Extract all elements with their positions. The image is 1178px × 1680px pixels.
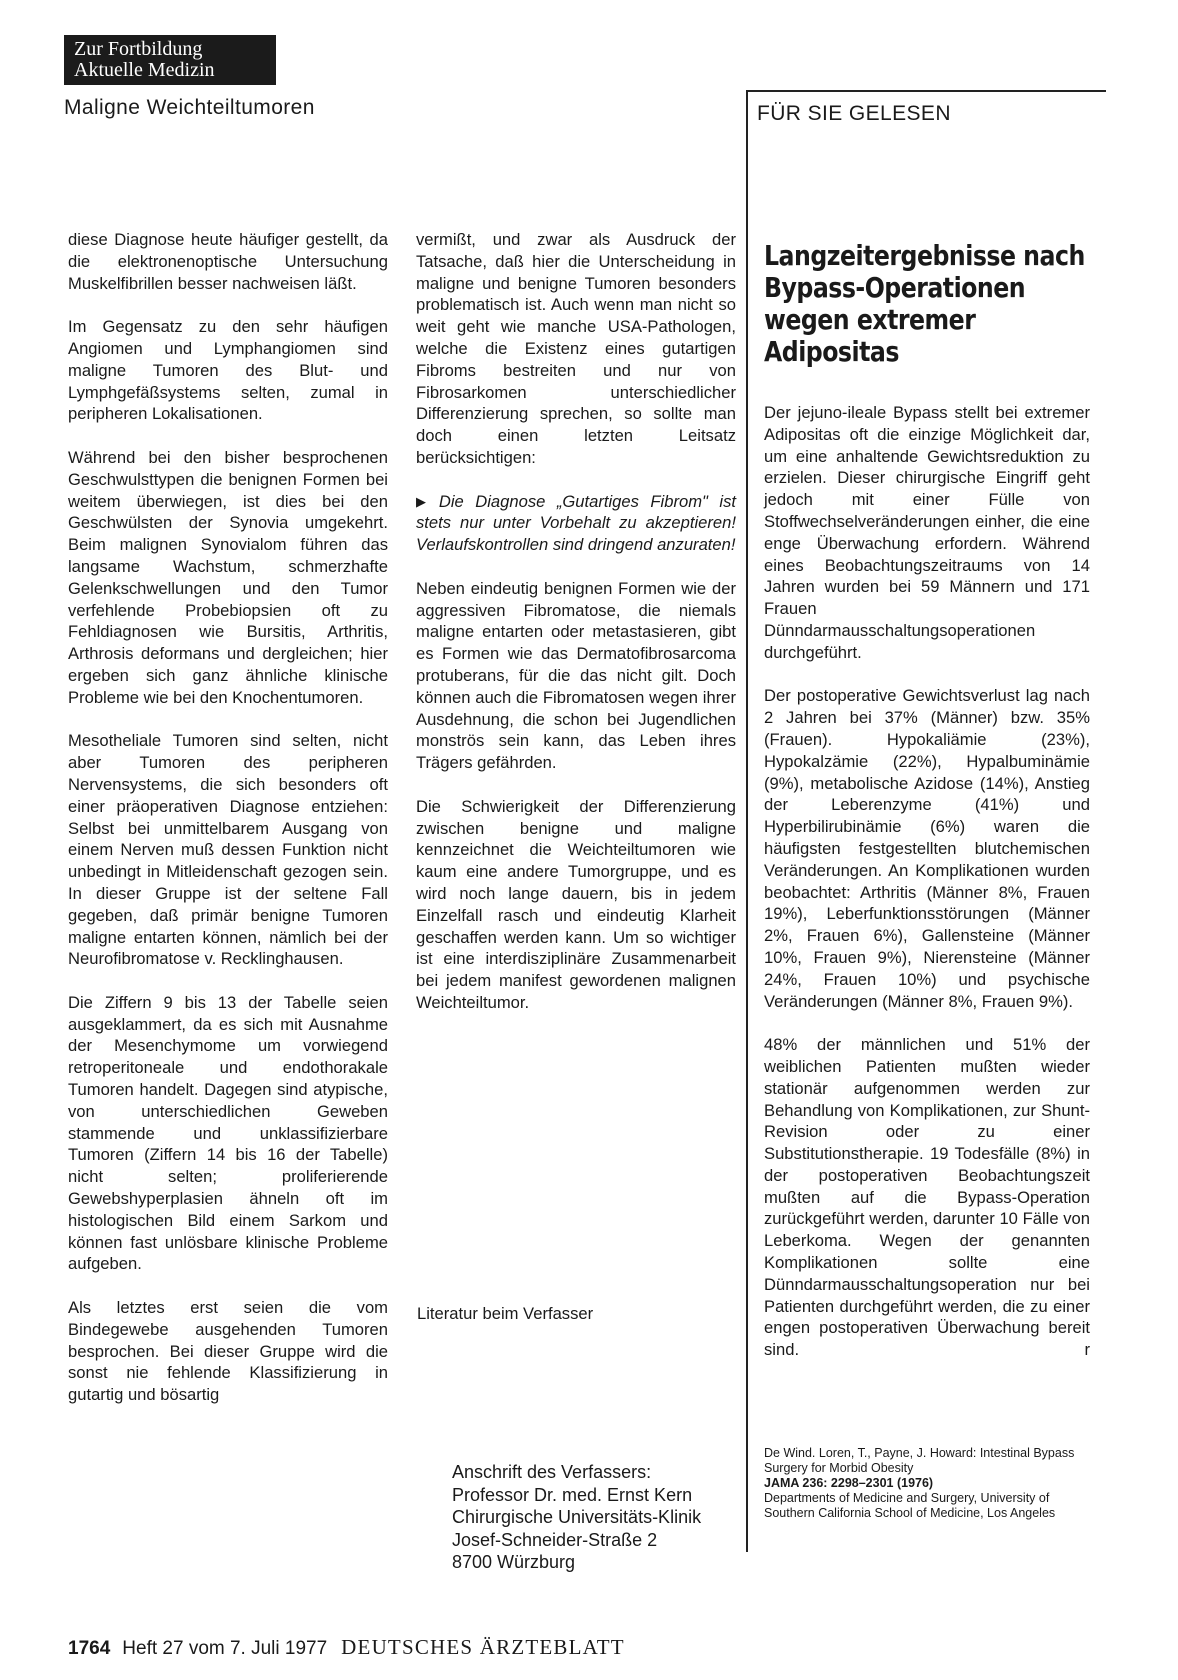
col3-paragraph-3 (764, 1034, 1090, 1361)
headline-line-3: wegen extremer (764, 304, 976, 336)
column-1 (68, 229, 388, 1406)
badge-line-1: Zur Fortbildung (74, 38, 203, 60)
col2-paragraph-1: vermißt, und zwar als Ausdruck der Tatsache, daß hier die Unterscheidung in maligne und benigne Tumoren besonders problematisch ist. Auch wenn man nicht so weit geht wie manche USA-Pathologen, welche die Existenz eines gutartigen Fibroms bestreiten und nur von Fibrosarkomen unterschiedlicher Differenzierung sprechen, so sollte man doch einen letzten Leitsatz berücksichtigen: (416, 230, 736, 467)
column-divider (746, 90, 748, 1552)
note-text: Die Diagnose „Gutartiges Fibrom" ist stets nur unter Vorbehalt zu akzeptieren! Verlaufskontrollen sind dringend anzuraten! (416, 491, 737, 555)
headline-line-2: Bypass-Operationen (764, 272, 1026, 304)
section-badge (64, 35, 276, 85)
right-section-title: FÜR SIE GELESEN (757, 102, 951, 125)
address-line-1: Anschrift des Verfassers: (452, 1462, 652, 1482)
badge-line-2: Aktuelle Medizin (74, 59, 215, 81)
page-number: 1764 (68, 1638, 111, 1659)
reference-journal: JAMA 236: 2298–2301 (1976) (764, 1476, 934, 1490)
address-line-2: Professor Dr. med. Ernst Kern (452, 1484, 693, 1505)
col3-paragraph-3-text: 48% der männlichen und 51% der weiblichen Patienten mußten wieder stationär aufgenommen werden zur Behandlung von Komplikationen, zur Shunt-Revision oder zu einer Substitutionstherapie. 19 Todesfälle (8%) in der postoperativen Beobachtungszeit mußten auf die Bypass-Operation zurückgeführt werden, darunter 10 Fälle von Leberkoma. Wegen der genannten Komplikationen sollte eine Dünndarmausschaltungsoperation nur bei Patienten durchgeführt werden, die zu einer engen postoperativen Überwachung bereit sind. (764, 1035, 1090, 1360)
address-line-4: Josef-Schneider-Straße 2 (452, 1529, 658, 1550)
column-3 (764, 402, 1090, 1361)
header-rule (746, 90, 1106, 92)
article-headline (764, 240, 1085, 368)
issue-info: Heft 27 vom 7. Juli 1977 (122, 1638, 328, 1659)
col2-paragraph-2: Neben eindeutig benignen Formen wie der aggressiven Fibromatose, die niemals maligne entarten oder metastasieren, gibt es Formen wie das Dermatofibrosarcoma protuberans, für die das nicht gilt. Doch können auch die Fibromatosen wegen ihrer Ausdehnung, die schon bei Jugendlichen monströs sein kann, das Leben ihres Trägers gefährden. (416, 578, 736, 773)
col1-paragraph-5: Die Ziffern 9 bis 13 der Tabelle seien ausgeklammert, da es sich mit Ausnahme der Mesenchymome um vorwiegend retroperitoneale und endothorakale Tumoren handelt. Dagegen sind atypische, von unterschiedlichen Geweben stammende und unklassifizierbare Tumoren (Ziffern 14 bis 16 der Tabelle) nicht selten; proliferierende Gewebshyperplasien ähneln oft im histologischen Bild einem Sarkom und können fast unlösbare klinische Probleme aufgeben. (68, 992, 388, 1274)
end-mark: r (1084, 1340, 1090, 1360)
col2-paragraph-3: Die Schwierigkeit der Differenzierung zwischen benigne und maligne kennzeichnet die Weichteiltumoren wie kaum eine andere Tumorgruppe, und es wird noch lange dauern, bis in jedem Einzelfall rasch und eindeutig Klarheit geschaffen werden kann. Um so wichtiger ist eine interdisziplinäre Zusammenarbeit bei jedem manifest gewordenen malignen Weichteiltumor. (416, 796, 736, 1012)
reference-affiliation: Departments of Medicine and Surgery, University of Southern California School of Medicine, Los Angeles (764, 1491, 1056, 1520)
reference-block (764, 1446, 1090, 1521)
literature-note: Literatur beim Verfasser (417, 1304, 594, 1323)
address-line-3: Chirurgische Universitäts-Klinik (452, 1507, 702, 1527)
arrow-right-icon: ▶ (416, 493, 433, 509)
col3-paragraph-1: Der jejuno-ileale Bypass stellt bei extremer Adipositas oft die einzige Möglichkeit dar, um eine anhaltende Gewichtsreduktion zu erzielen. Dieser chirurgische Eingriff geht jedoch mit einer Fülle von Stoffwechselveränderungen einher, die eine enge Überwachung erfordern. Während eines Beobachtungszeitraums von 14 Jahren wurden bei 59 Männern und 171 Frauen Dünndarmausschaltungsoperationen durchgeführt. (764, 403, 1090, 662)
page-footer (68, 1635, 625, 1660)
col1-paragraph-1: diese Diagnose heute häufiger gestellt, da die elektronenoptische Untersuchung Muskelfibrillen besser nachweisen läßt. (68, 230, 388, 293)
col1-paragraph-4: Mesotheliale Tumoren sind selten, nicht aber Tumoren des peripheren Nervensystems, die sich besonders oft einer präoperativen Diagnose entziehen: Selbst bei unmittelbarem Ausgang von einem Nerven muß dessen Funktion nicht unbedingt in Mitleidenschaft gezogen sein. In dieser Gruppe ist der seltene Fall gegeben, daß primär benigne Tumoren maligne entarten können, nämlich bei der Neurofibromatose v. Recklinghausen. (68, 731, 388, 969)
highlight-note (416, 491, 736, 556)
col3-paragraph-2: Der postoperative Gewichtsverlust lag nach 2 Jahren bei 37% (Männer) bzw. 35% (Frauen). Hypokaliämie (23%), Hypokalzämie (22%), Hypalbuminämie (9%), metabolische Azidose (14%), Anstieg der Leberenzyme (41%) und Hyperbilirubinämie (6%) waren die häufigsten festgestellten blutchemischen Veränderungen. An Komplikationen wurden beobachtet: Arthritis (Männer 8%, Frauen 19%), Leberfunktionsstörungen (Männer 2%, Frauen 6%), Gallensteine (Männer 10%, Frauen 9%), Nierensteine (Männer 24%, Frauen 10%) und psychische Veränderungen (Männer 8%, Frauen 9%). (764, 686, 1090, 1011)
address-line-5: 8700 Würzburg (452, 1552, 576, 1572)
journal-name: DEUTSCHES ÄRZTEBLATT (341, 1635, 625, 1659)
headline-line-4: Adipositas (764, 336, 899, 368)
col1-paragraph-2: Im Gegensatz zu den sehr häufigen Angiomen und Lymphangiomen sind maligne Tumoren des Blut- und Lymphgefäßsystems selten, zumal in peripheren Lokalisationen. (68, 317, 388, 424)
reference-citation: De Wind. Loren, T., Payne, J. Howard: Intestinal Bypass Surgery for Morbid Obesity (764, 1446, 1075, 1475)
author-address (452, 1461, 752, 1574)
headline-line-1: Langzeitergebnisse nach (764, 240, 1085, 272)
col1-paragraph-6: Als letztes erst seien die vom Bindegewebe ausgehenden Tumoren besprochen. Bei dieser Gruppe wird die sonst nie fehlende Klassifizierung in gutartig und bösartig (68, 1298, 388, 1405)
column-2 (416, 229, 736, 1014)
col1-paragraph-3: Während bei den bisher besprochenen Geschwulsttypen die benignen Formen bei weitem überwiegen, ist dies bei den Geschwülsten der Synovia umgekehrt. Beim malignen Synovialom führen das langsame Wachstum, schmerzhafte Gelenkschwellungen und den Tumor verfehlende Probebiopsien oft zu Fehldiagnosen wie Bursitis, Arthritis, Arthrosis deformans und dergleichen; hier ergeben sich ganz ähnliche klinische Probleme wie bei den Knochentumoren. (68, 447, 388, 707)
left-section-title: Maligne Weichteiltumoren (64, 96, 315, 119)
